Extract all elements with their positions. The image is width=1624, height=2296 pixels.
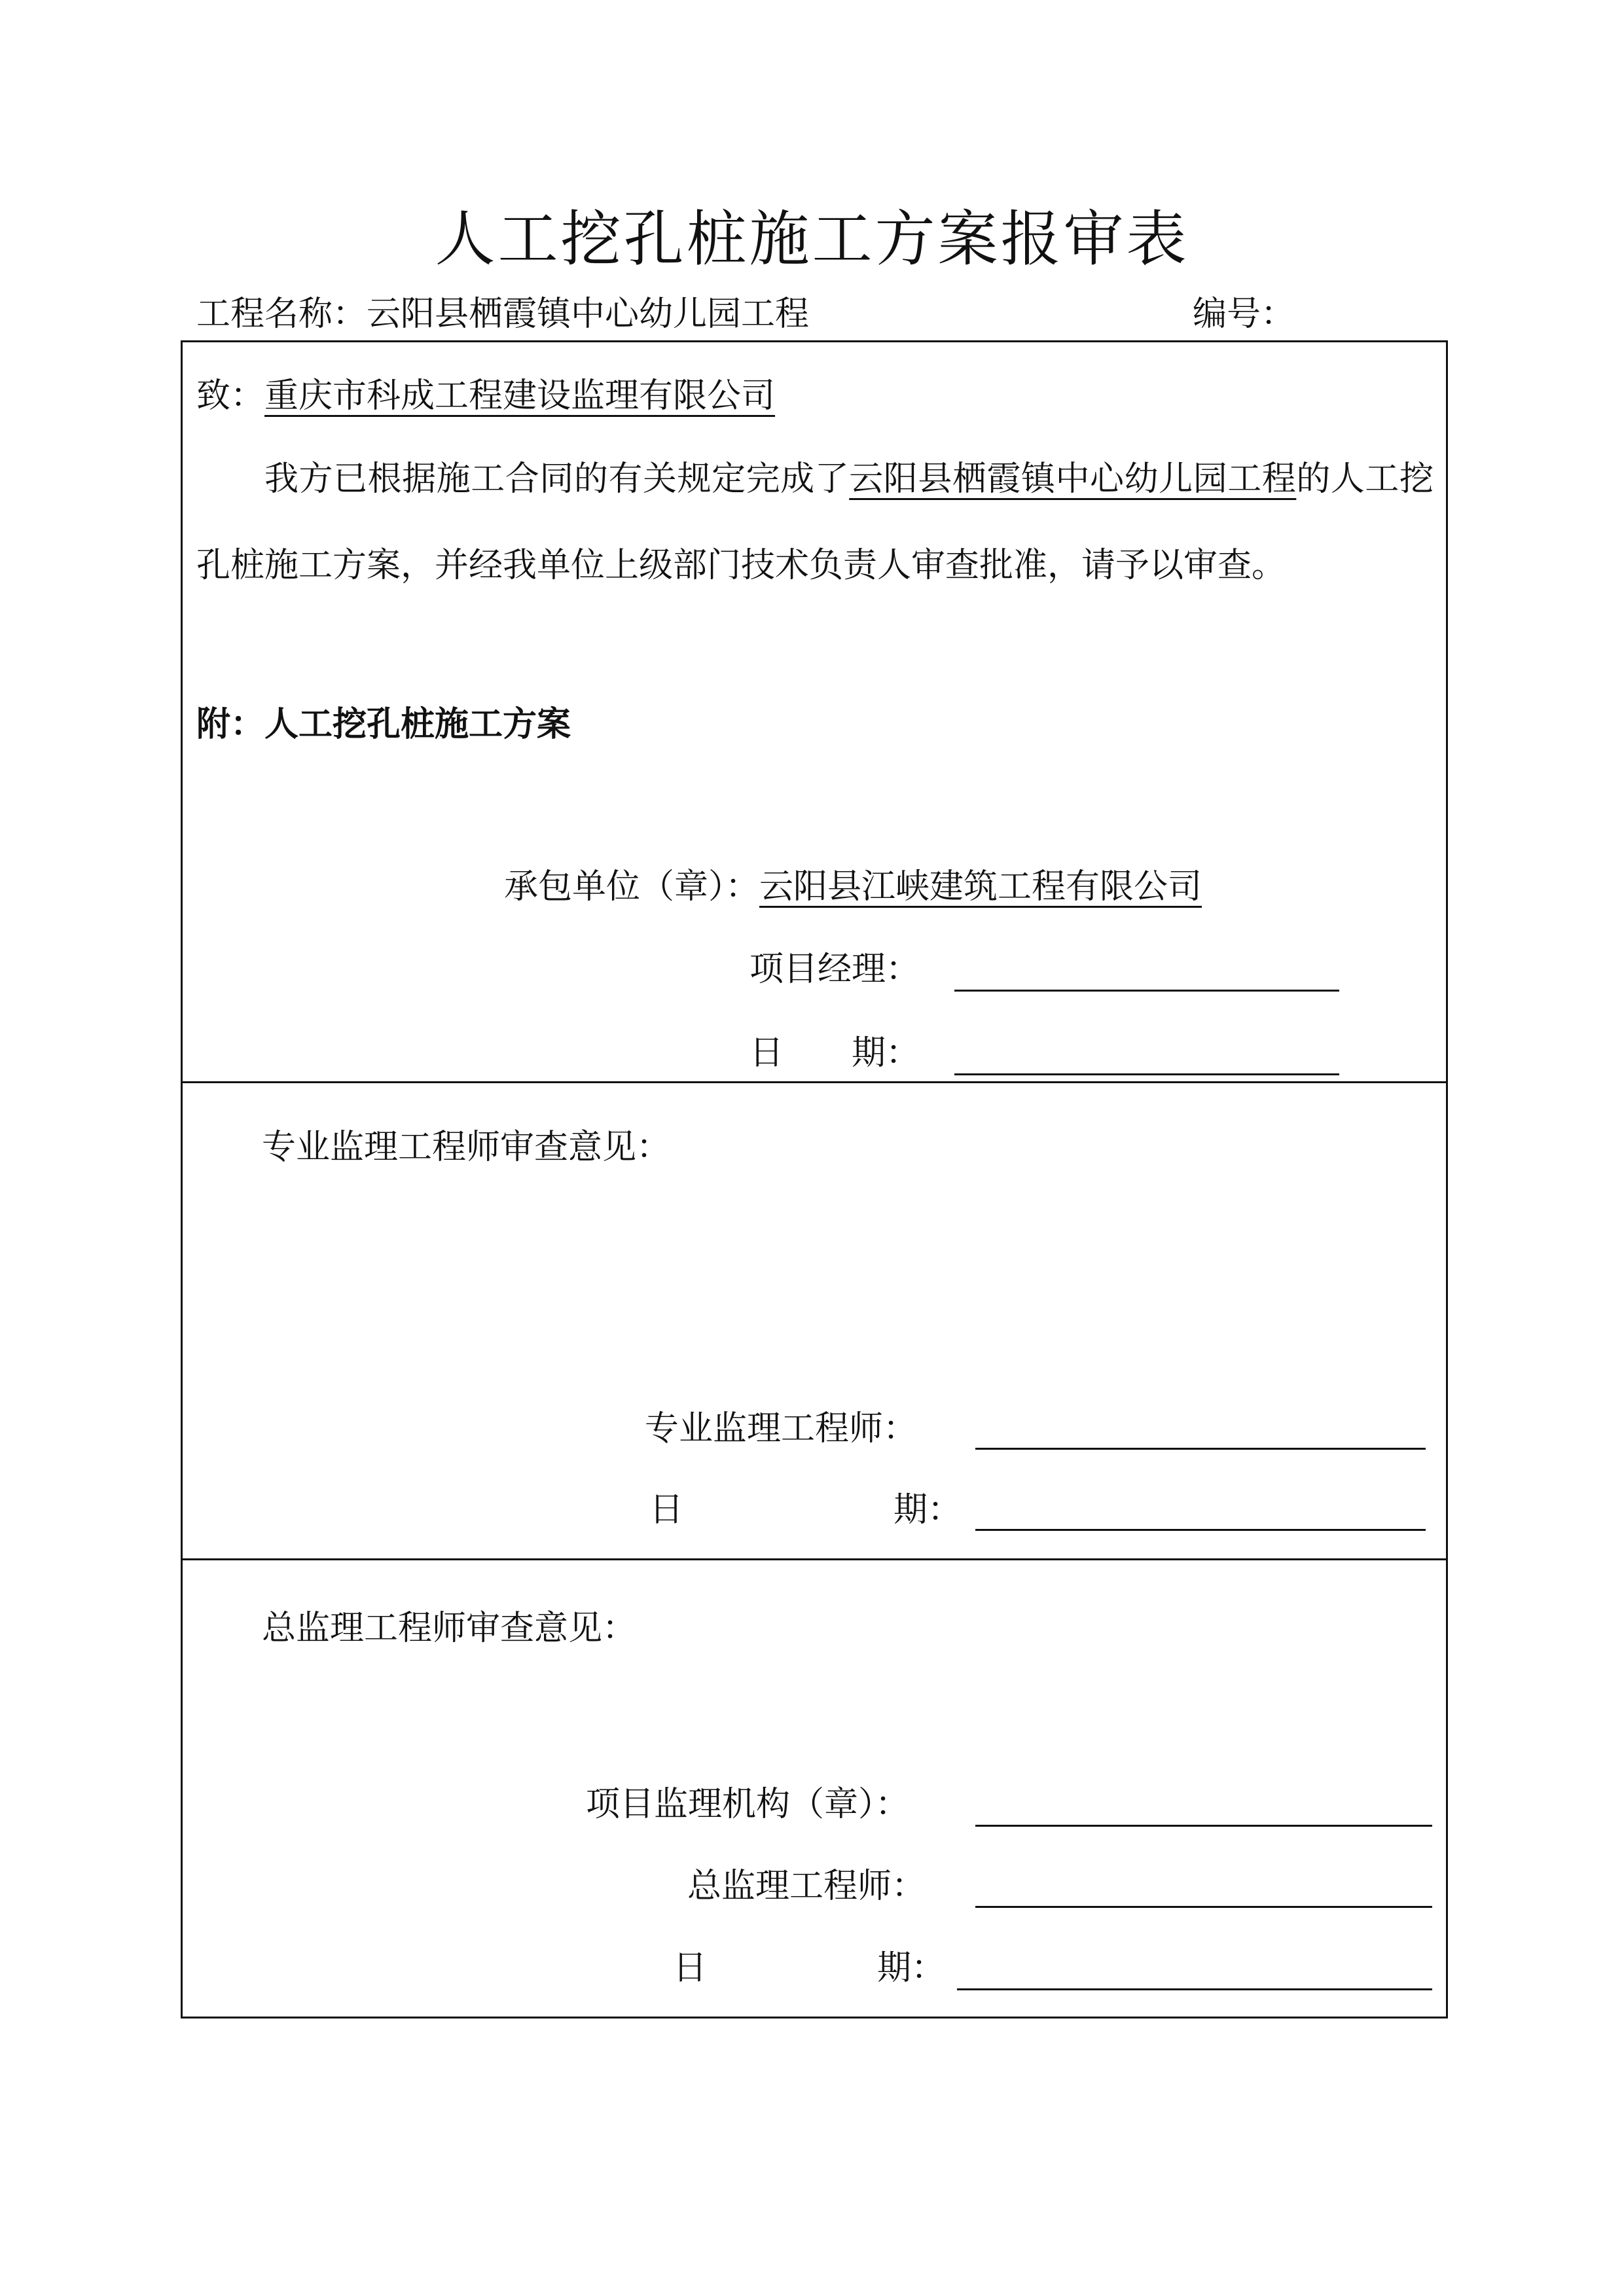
specialist-engineer-signature-line[interactable]: [975, 1448, 1426, 1450]
specialist-date-line[interactable]: [975, 1529, 1426, 1531]
project-label: 工程名称：: [196, 295, 367, 334]
attachment-line: 附：人工挖孔桩施工方案: [196, 704, 571, 744]
contractor-date-label: 日 期：: [749, 1033, 920, 1073]
project-manager-signature-line[interactable]: [954, 990, 1339, 992]
submission-statement: [196, 436, 1434, 609]
chief-date-line[interactable]: [957, 1988, 1432, 1990]
contractor-label: 承包单位（章）：: [504, 867, 760, 906]
project-name-row: [196, 291, 809, 337]
recipient-label: 致：: [196, 376, 265, 416]
section-divider-1: [181, 1081, 1448, 1083]
project-name: 云阳县栖霞镇中心幼儿园工程: [367, 295, 810, 334]
section-divider-2: [181, 1558, 1448, 1560]
project-manager-label: 项目经理：: [749, 950, 920, 989]
chief-opinion-label: 总监理工程师审查意见：: [262, 1609, 637, 1648]
statement-intro: 我方已根据施工合同的有关规定完成了: [264, 459, 850, 499]
chief-date-char-2: 期：: [877, 1948, 946, 1988]
supervision-org-label: 项目监理机构（章）：: [586, 1785, 910, 1824]
chief-engineer-label: 总监理工程师：: [687, 1867, 926, 1906]
specialist-date-char-1: 日: [649, 1490, 684, 1530]
contractor-date-line[interactable]: [954, 1073, 1339, 1075]
chief-date-char-1: 日: [673, 1948, 708, 1988]
document-title: 人工挖孔桩施工方案报审表: [435, 204, 1189, 274]
statement-rest: 的人工挖孔桩施工方案，并经我单位上级部门技术负责人审查批准，请予以审查。: [196, 459, 1434, 585]
recipient-row: [196, 373, 775, 419]
statement-project-name: 云阳县栖霞镇中心幼儿园工程: [849, 459, 1297, 499]
recipient-company: 重庆市科成工程建设监理有限公司: [264, 376, 776, 416]
supervision-org-signature-line[interactable]: [975, 1825, 1432, 1827]
contractor-name: 云阳县江峡建筑工程有限公司: [759, 867, 1202, 906]
specialist-engineer-label: 专业监理工程师：: [645, 1409, 918, 1448]
specialist-opinion-label: 专业监理工程师审查意见：: [262, 1128, 671, 1167]
document-number-label: 编号：: [1193, 295, 1295, 334]
chief-engineer-signature-line[interactable]: [975, 1906, 1432, 1908]
contractor-row: [504, 864, 1202, 910]
specialist-date-char-2: 期：: [893, 1490, 962, 1530]
